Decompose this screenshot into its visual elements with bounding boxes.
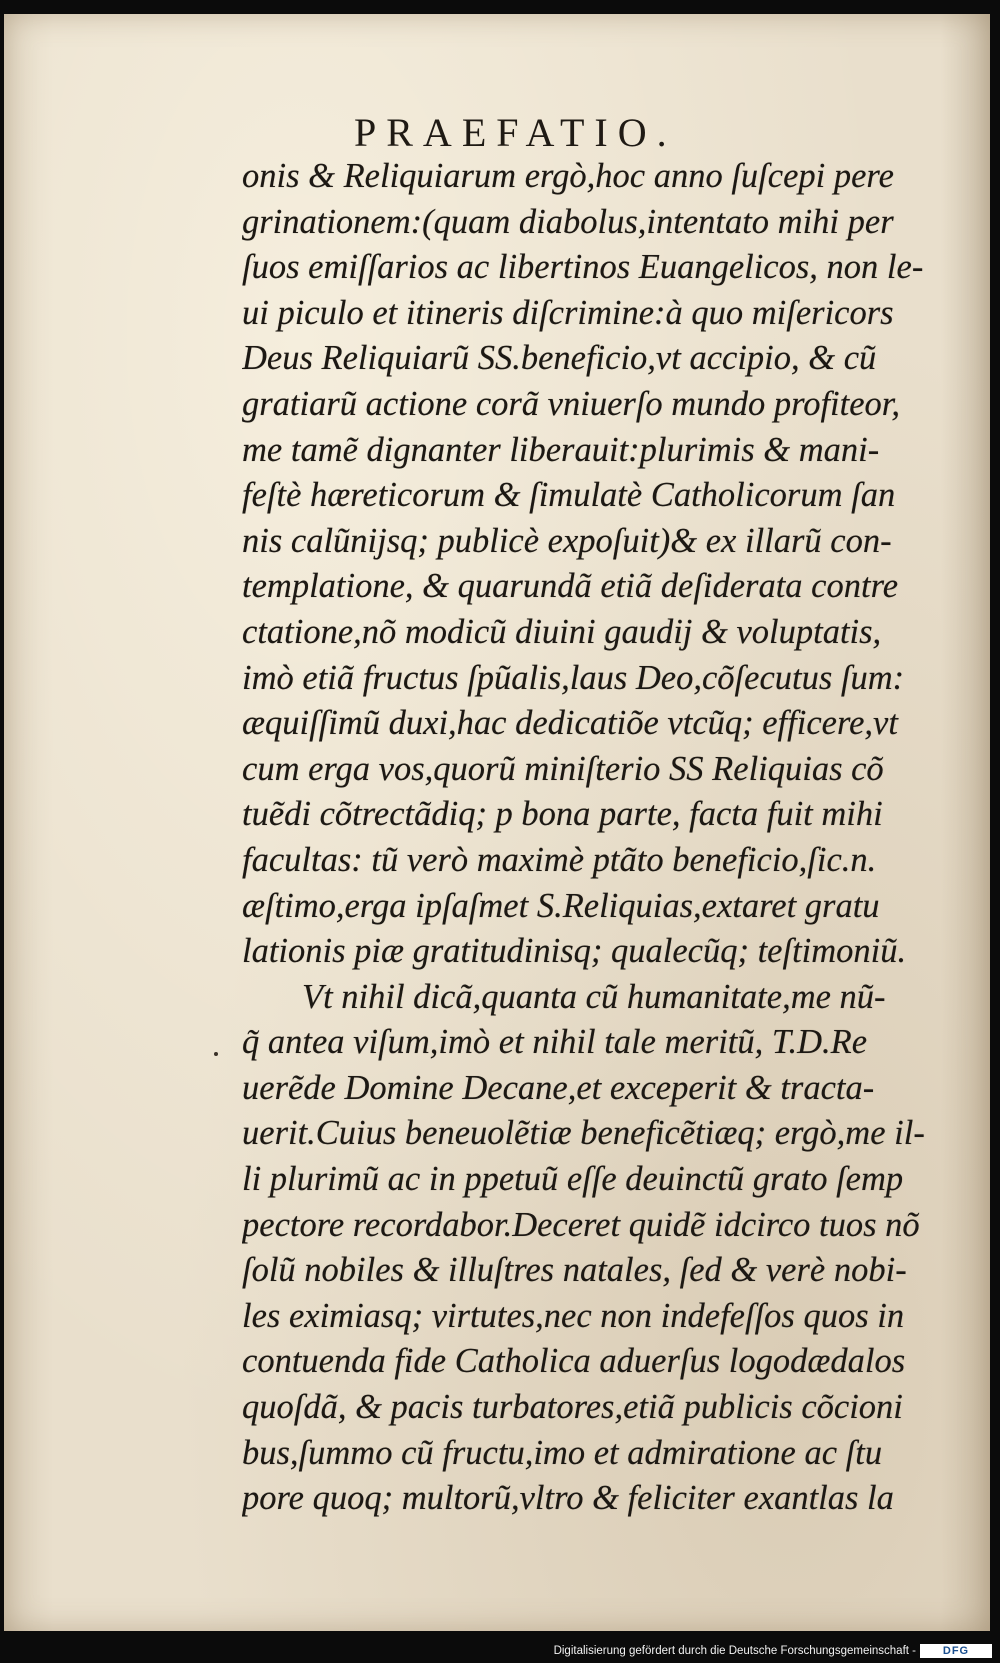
text-line: lationis piæ gratitudinisq; qualecũq; teſtimoniũ. (242, 932, 907, 971)
text-line: contuenda fide Catholica aduerſus logodædalos (242, 1342, 906, 1381)
digitization-credit: Digitalisierung gefördert durch die Deutsche Forschungsgemeinschaft - (553, 1645, 916, 1657)
text-line: ui piculo et itineris diſcrimine:à quo miſericors (242, 293, 894, 332)
running-title: PRAEFATIO. (354, 110, 677, 155)
text-line: facultas: tũ verò maximè ptãto beneficio,ſic.n. (242, 840, 877, 879)
text-line: nis calũnijsq; publicè expoſuit)& ex illarũ con- (242, 521, 892, 560)
text-line: æquiſſimũ duxi,hac dedicatiõe vtcũq; efficere,vt (242, 704, 898, 743)
text-line: templatione, & quarundã etiã deſiderata contre (242, 567, 899, 606)
text-line: uerit.Cuius beneuolẽtiæ beneficẽtiæq; ergò,me il- (242, 1114, 925, 1153)
text-line: Deus Reliquiarũ SS.beneficio,vt accipio, & cũ (242, 339, 877, 378)
text-line: onis & Reliquiarum ergò,hoc anno ſuſcepi pere (242, 157, 894, 195)
text-line: me tamẽ dignanter liberauit:plurimis & mani- (242, 430, 880, 469)
book-page (4, 14, 990, 1631)
text-line: gratiarũ actione corã vniuerſo mundo profiteor, (242, 384, 901, 423)
text-line: q̃ antea viſum,imò et nihil tale meritũ, T.D.Re (242, 1023, 868, 1062)
text-line: ſolũ nobiles & illuſtres natales, ſed & verè nobi- (242, 1251, 907, 1290)
text-line: cum erga vos,quorũ miniſterio SS Reliquias cõ (242, 749, 884, 788)
text-line: quoſdã, & pacis turbatores,etiã publicis cõcioni (242, 1388, 903, 1427)
text-line: ctatione,nõ modicũ diuini gaudij & voluptatis, (242, 612, 882, 651)
text-line: æſtimo,erga ipſaſmet S.Reliquias,extaret gratu (242, 886, 880, 925)
text-line: grinationem:(quam diabolus,intentato mihi per (242, 202, 894, 241)
text-line: bus,ſummo cũ fructu,imo et admiratione ac ſtu (242, 1433, 883, 1472)
text-line: uerẽde Domine Decane,et exceperit & tracta- (242, 1068, 875, 1107)
text-line: feſtè hæreticorum & ſimulatè Catholicorum ſan (242, 476, 896, 515)
text-line: li plurimũ ac in ppetuũ eſſe deuinctũ grato ſemp (242, 1160, 904, 1199)
ink-speck (214, 1052, 218, 1056)
text-line: imò etiã fructus ſpũalis,laus Deo,cõſecutus ſum: (242, 658, 905, 697)
paragraph-start-line: Vt nihil dicã,quanta cũ humanitate,me nũ- (302, 977, 886, 1016)
text-line: ſuos emiſſarios ac libertinos Euangelicos, non le- (242, 248, 924, 287)
text-line: les eximiasq; virtutes,nec non indefeſſos quos in (242, 1296, 905, 1335)
text-line: pectore recordabor.Deceret quidẽ idcirco tuos nõ (242, 1205, 920, 1244)
dfg-logo: DFG (920, 1644, 992, 1658)
text-line: pore quoq; multorũ,vltro & feliciter exantlas la (242, 1479, 894, 1518)
body-text (242, 154, 962, 1522)
text-line: tuẽdi cõtrectãdiq; p bona parte, facta fuit mihi (242, 795, 883, 834)
